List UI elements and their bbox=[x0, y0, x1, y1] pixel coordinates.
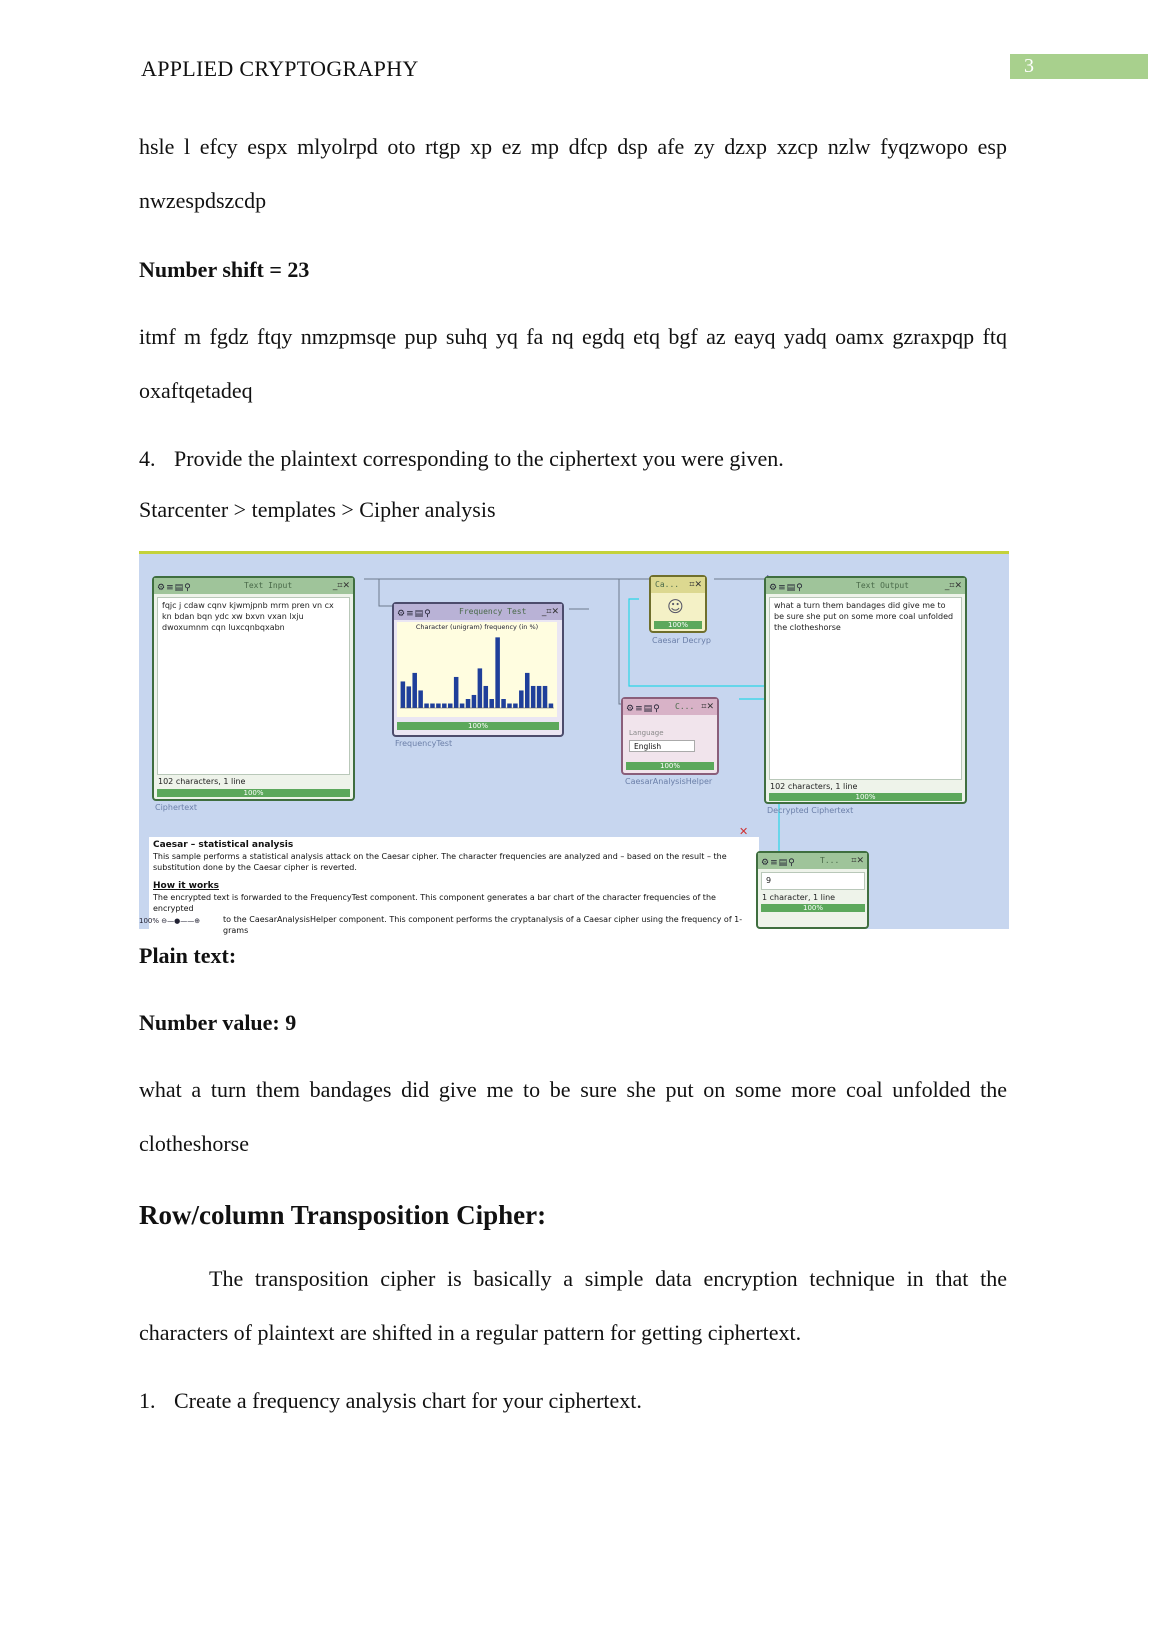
plaintext-label: Plain text: bbox=[139, 943, 237, 968]
number-output-window[interactable] bbox=[756, 851, 869, 929]
frequency-bar-c bbox=[412, 673, 417, 708]
frequency-bar-r bbox=[501, 699, 506, 708]
frequency-bar-w bbox=[531, 686, 536, 708]
frequency-chart-area bbox=[397, 622, 557, 717]
window-title: Ca... bbox=[655, 580, 680, 589]
body-paragraph: characters of plaintext are shifted in a regular pattern for getting ciphertext. bbox=[139, 1320, 802, 1345]
text-output-titlebar[interactable] bbox=[766, 578, 965, 594]
toolbar-icons[interactable]: ⚙≡▤⚲ bbox=[397, 609, 432, 619]
frequency-bar-o bbox=[484, 686, 489, 708]
text-output-window[interactable] bbox=[764, 576, 967, 804]
window-title: Frequency Test bbox=[459, 607, 527, 616]
helper-titlebar[interactable] bbox=[623, 699, 717, 715]
status-text: 102 characters, 1 line bbox=[770, 782, 858, 791]
cipher-line: oxaftqetadeq bbox=[139, 378, 253, 403]
running-header: APPLIED CRYPTOGRAPHY bbox=[141, 56, 419, 81]
window-title: Text Input bbox=[244, 581, 293, 590]
window-controls[interactable]: _⌗✕ bbox=[332, 581, 350, 591]
window-controls[interactable]: ⌗✕ bbox=[689, 580, 702, 590]
cipher-line: hsle l efcy espx mlyolrpd oto rtgp xp ez mp dfcp dsp afe zy dzxp xzcp nzlw fyqzwopo esp bbox=[139, 134, 1007, 159]
progress-bar: 100% bbox=[397, 722, 559, 730]
window-controls[interactable]: _⌗✕ bbox=[541, 607, 559, 617]
frequency-test-window[interactable] bbox=[392, 602, 564, 737]
body-paragraph: The transposition cipher is basically a simple data encryption technique in that the bbox=[209, 1266, 1007, 1291]
cipher-line: nwzespdszcdp bbox=[139, 188, 267, 213]
section-heading: Row/column Transposition Cipher: bbox=[139, 1200, 547, 1230]
text-input-titlebar[interactable] bbox=[154, 578, 353, 594]
number-output-titlebar[interactable] bbox=[758, 853, 867, 869]
ciphertext-input[interactable]: fqjc j cdaw cqnv kjwmjpnb mrm pren vn cx kn bdan bqn ydc xw bxvn vxan lxju dwoxumnm cqn luxcqnbqxabn bbox=[157, 597, 350, 775]
component-caption: Ciphertext bbox=[155, 803, 197, 812]
component-caption: Decrypted Ciphertext bbox=[767, 806, 854, 815]
frequency-bar-u bbox=[519, 690, 524, 708]
close-icon[interactable]: ✕ bbox=[739, 825, 749, 838]
text-input-window[interactable] bbox=[152, 576, 355, 801]
plaintext-line: what a turn them bandages did give me to be sure she put on some more coal unfolded the bbox=[139, 1077, 1007, 1102]
page-number: 3 bbox=[1010, 54, 1148, 79]
frequency-titlebar[interactable] bbox=[394, 604, 562, 620]
how-it-works-heading: How it works bbox=[153, 881, 219, 891]
frequency-bar-j bbox=[454, 677, 459, 708]
frequency-bar-g bbox=[436, 704, 441, 709]
chart-title: Character (unigram) frequency (in %) bbox=[415, 623, 539, 631]
caesar-icon: ☺ bbox=[667, 597, 684, 616]
component-caption: FrequencyTest bbox=[395, 739, 453, 748]
window-title: Text Output bbox=[856, 581, 909, 590]
description-heading: Caesar – statistical analysis bbox=[153, 840, 294, 850]
cryptool-screenshot bbox=[139, 551, 1009, 935]
number-value-label: Number value: 9 bbox=[139, 1010, 297, 1035]
frequency-bar-f bbox=[430, 704, 435, 709]
window-title: T... bbox=[820, 856, 840, 865]
frequency-bar-h bbox=[442, 704, 447, 709]
component-caption: Caesar Decryp bbox=[652, 636, 711, 645]
question-text: Create a frequency analysis chart for your ciphertext. bbox=[174, 1388, 642, 1413]
progress-bar: 100% bbox=[654, 621, 702, 629]
zoom-level: 100% bbox=[139, 917, 160, 925]
shift-label: Number shift = 23 bbox=[139, 257, 310, 282]
frequency-bar-x bbox=[537, 686, 542, 708]
frequency-bar-n bbox=[478, 668, 483, 708]
frequency-bar-l bbox=[466, 699, 471, 708]
toolbar-icons[interactable]: ⚙≡▤⚲ bbox=[157, 583, 192, 593]
shift-value-output[interactable]: 9 bbox=[761, 872, 865, 890]
progress-bar: 100% bbox=[761, 904, 865, 912]
helper-window[interactable] bbox=[621, 697, 719, 775]
caesar-titlebar[interactable] bbox=[651, 577, 705, 593]
frequency-bar-v bbox=[525, 673, 530, 708]
frequency-bar-q bbox=[495, 637, 500, 708]
toolbar-icons[interactable]: ⚙≡▤⚲ bbox=[626, 704, 661, 714]
frequency-bar-b bbox=[407, 686, 412, 708]
progress-bar: 100% bbox=[157, 789, 350, 797]
cipher-line: itmf m fgdz ftqy nmzpmsqe pup suhq yq fa nq egdq etq bgf az eayq yadq oamx gzraxpqp ftq bbox=[139, 324, 1007, 349]
description-text: The encrypted text is forwarded to the FrequencyTest component. This component generates a bar chart of the character frequencies of the encrypted bbox=[153, 893, 716, 913]
question-text: Provide the plaintext corresponding to the ciphertext you were given. bbox=[174, 446, 784, 471]
frequency-bar-k bbox=[460, 704, 465, 709]
decrypted-output[interactable]: what a turn them bandages did give me to be sure she put on some more coal unfolded the clotheshorse bbox=[769, 597, 962, 780]
frequency-bar-e bbox=[424, 704, 429, 709]
language-label: Language bbox=[629, 729, 664, 737]
frequency-bar-t bbox=[513, 704, 518, 709]
status-text: 102 characters, 1 line bbox=[158, 777, 246, 786]
frequency-bar-y bbox=[543, 686, 548, 708]
question-number: 4. bbox=[139, 446, 156, 471]
frequency-bar-a bbox=[401, 681, 406, 708]
frequency-bar-z bbox=[549, 704, 554, 709]
template-path: Starcenter > templates > Cipher analysis bbox=[139, 497, 496, 522]
frequency-bar-i bbox=[448, 704, 453, 709]
frequency-bar-d bbox=[418, 690, 423, 708]
progress-bar: 100% bbox=[626, 762, 714, 770]
caesar-window[interactable] bbox=[649, 575, 707, 633]
window-controls[interactable]: ⌗✕ bbox=[701, 702, 714, 712]
component-caption: CaesarAnalysisHelper bbox=[625, 777, 713, 786]
frequency-bar-chart bbox=[397, 632, 557, 712]
window-controls[interactable]: ⌗✕ bbox=[851, 856, 864, 866]
frequency-bar-s bbox=[507, 704, 512, 709]
plaintext-line: clotheshorse bbox=[139, 1131, 249, 1156]
window-controls[interactable]: _⌗✕ bbox=[944, 581, 962, 591]
zoom-control[interactable]: 100% ⊖—●——⊕ bbox=[139, 917, 201, 925]
language-select[interactable]: English bbox=[629, 740, 695, 752]
frequency-bar-p bbox=[489, 699, 494, 708]
description-text: This sample performs a statistical analysis attack on the Caesar cipher. The character frequencies are analyzed and – based on the result – the substitution done by the Caesar cipher is reverted. bbox=[153, 852, 727, 872]
description-text: to the CaesarAnalysisHelper component. This component performs the cryptanalysis of a Caesar cipher using the frequency of 1-grams bbox=[223, 915, 743, 935]
frequency-bar-m bbox=[472, 695, 477, 708]
sample-description bbox=[149, 837, 759, 935]
toolbar-icons[interactable]: ⚙≡▤⚲ bbox=[761, 858, 796, 868]
status-text: 1 character, 1 line bbox=[762, 893, 836, 902]
progress-bar: 100% bbox=[769, 793, 962, 801]
window-title: C... bbox=[675, 702, 695, 711]
toolbar-icons[interactable]: ⚙≡▤⚲ bbox=[769, 583, 804, 593]
question-number: 1. bbox=[139, 1388, 156, 1413]
